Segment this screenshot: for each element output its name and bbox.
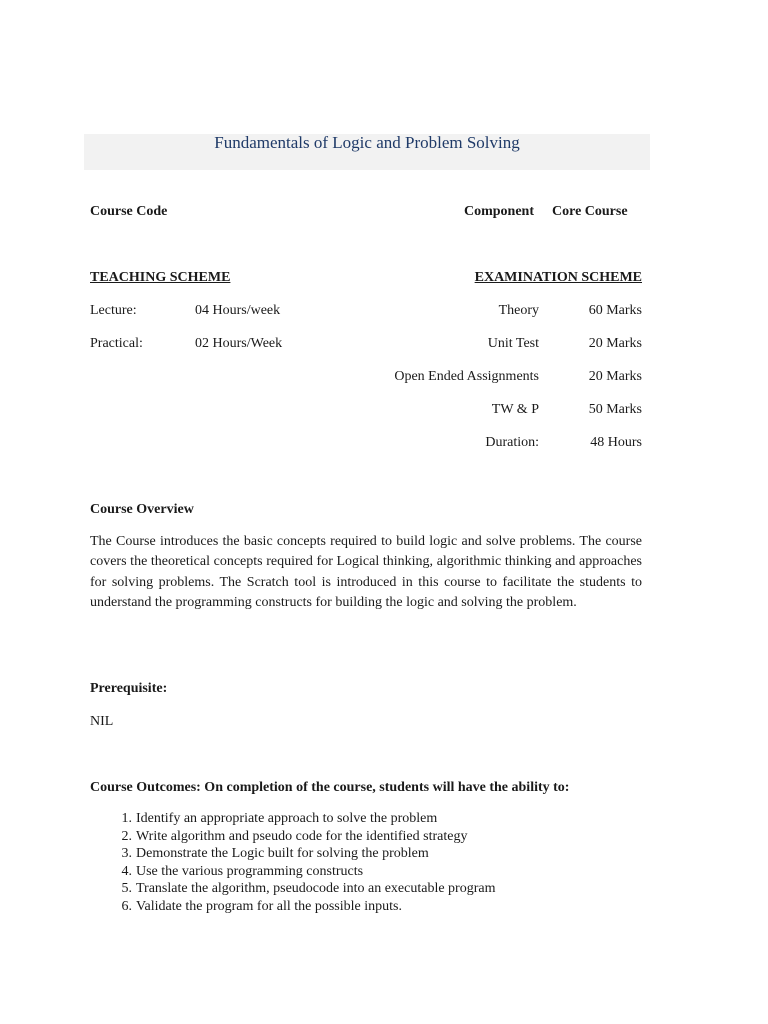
exam-row-label: Open Ended Assignments [394, 369, 539, 384]
component-value: Core Course [552, 204, 628, 219]
list-item [90, 880, 650, 898]
exam-row-value: 48 Hours [590, 435, 642, 450]
list-item-text: Identify an appropriate approach to solve the problem [136, 811, 438, 826]
exam-row-label: Duration: [485, 435, 539, 450]
exam-row-value: 60 Marks [588, 303, 642, 318]
prerequisite-heading: Prerequisite: [90, 681, 168, 696]
exam-row-label: Unit Test [487, 336, 539, 351]
exam-row-value: 20 Marks [588, 336, 642, 351]
list-item-text: Write algorithm and pseudo code for the identified strategy [136, 828, 468, 844]
list-item-text: Use the various programming constructs [136, 863, 364, 879]
list-item-text: Validate the program for all the possible inputs. [136, 898, 402, 914]
course-outcomes-list [90, 810, 650, 916]
component-label: Component [464, 204, 535, 219]
list-item [90, 898, 650, 916]
course-overview-heading: Course Overview [90, 502, 194, 517]
teaching-scheme-heading: TEACHING SCHEME [90, 270, 231, 285]
course-overview-text: The Course introduces the basic concepts required to build logic and solve problems. The course covers the theoretical concepts required for Logical thinking, algorithmic thinking and approaches for solving problems. The Scratch tool is introduced in this course to facilitate the students to understand the programming constructs for building the logic and solving the problem. [90, 534, 642, 611]
list-item-number: 3. [121, 846, 132, 862]
teaching-row-label: Lecture: [90, 303, 137, 318]
exam-row-value: 20 Marks [588, 369, 642, 384]
examination-scheme-heading: EXAMINATION SCHEME [474, 270, 642, 285]
page-title: Fundamentals of Logic and Problem Solving [214, 133, 520, 152]
list-item [90, 863, 650, 881]
course-code-label: Course Code [90, 204, 168, 219]
list-item-number: 6. [121, 898, 132, 914]
list-item-number: 1. [121, 811, 132, 826]
list-item-text: Translate the algorithm, pseudocode into an executable program [136, 881, 496, 897]
list-item [90, 845, 650, 863]
list-item [90, 828, 650, 846]
teaching-row-label: Practical: [90, 336, 143, 351]
teaching-row-value: 02 Hours/Week [195, 336, 283, 351]
exam-row-label: Theory [498, 303, 539, 318]
list-item-number: 4. [121, 863, 132, 879]
prerequisite-value: NIL [90, 714, 114, 729]
list-item-text: Demonstrate the Logic built for solving the problem [136, 846, 429, 862]
exam-row-label: TW & P [491, 402, 539, 417]
list-item [90, 810, 650, 828]
course-outcomes-heading: Course Outcomes: On completion of the course, students will have the ability to: [90, 780, 570, 795]
list-item-number: 5. [121, 881, 132, 897]
teaching-row-value: 04 Hours/week [195, 303, 281, 318]
list-item-number: 2. [121, 828, 132, 844]
exam-row-value: 50 Marks [588, 402, 642, 417]
